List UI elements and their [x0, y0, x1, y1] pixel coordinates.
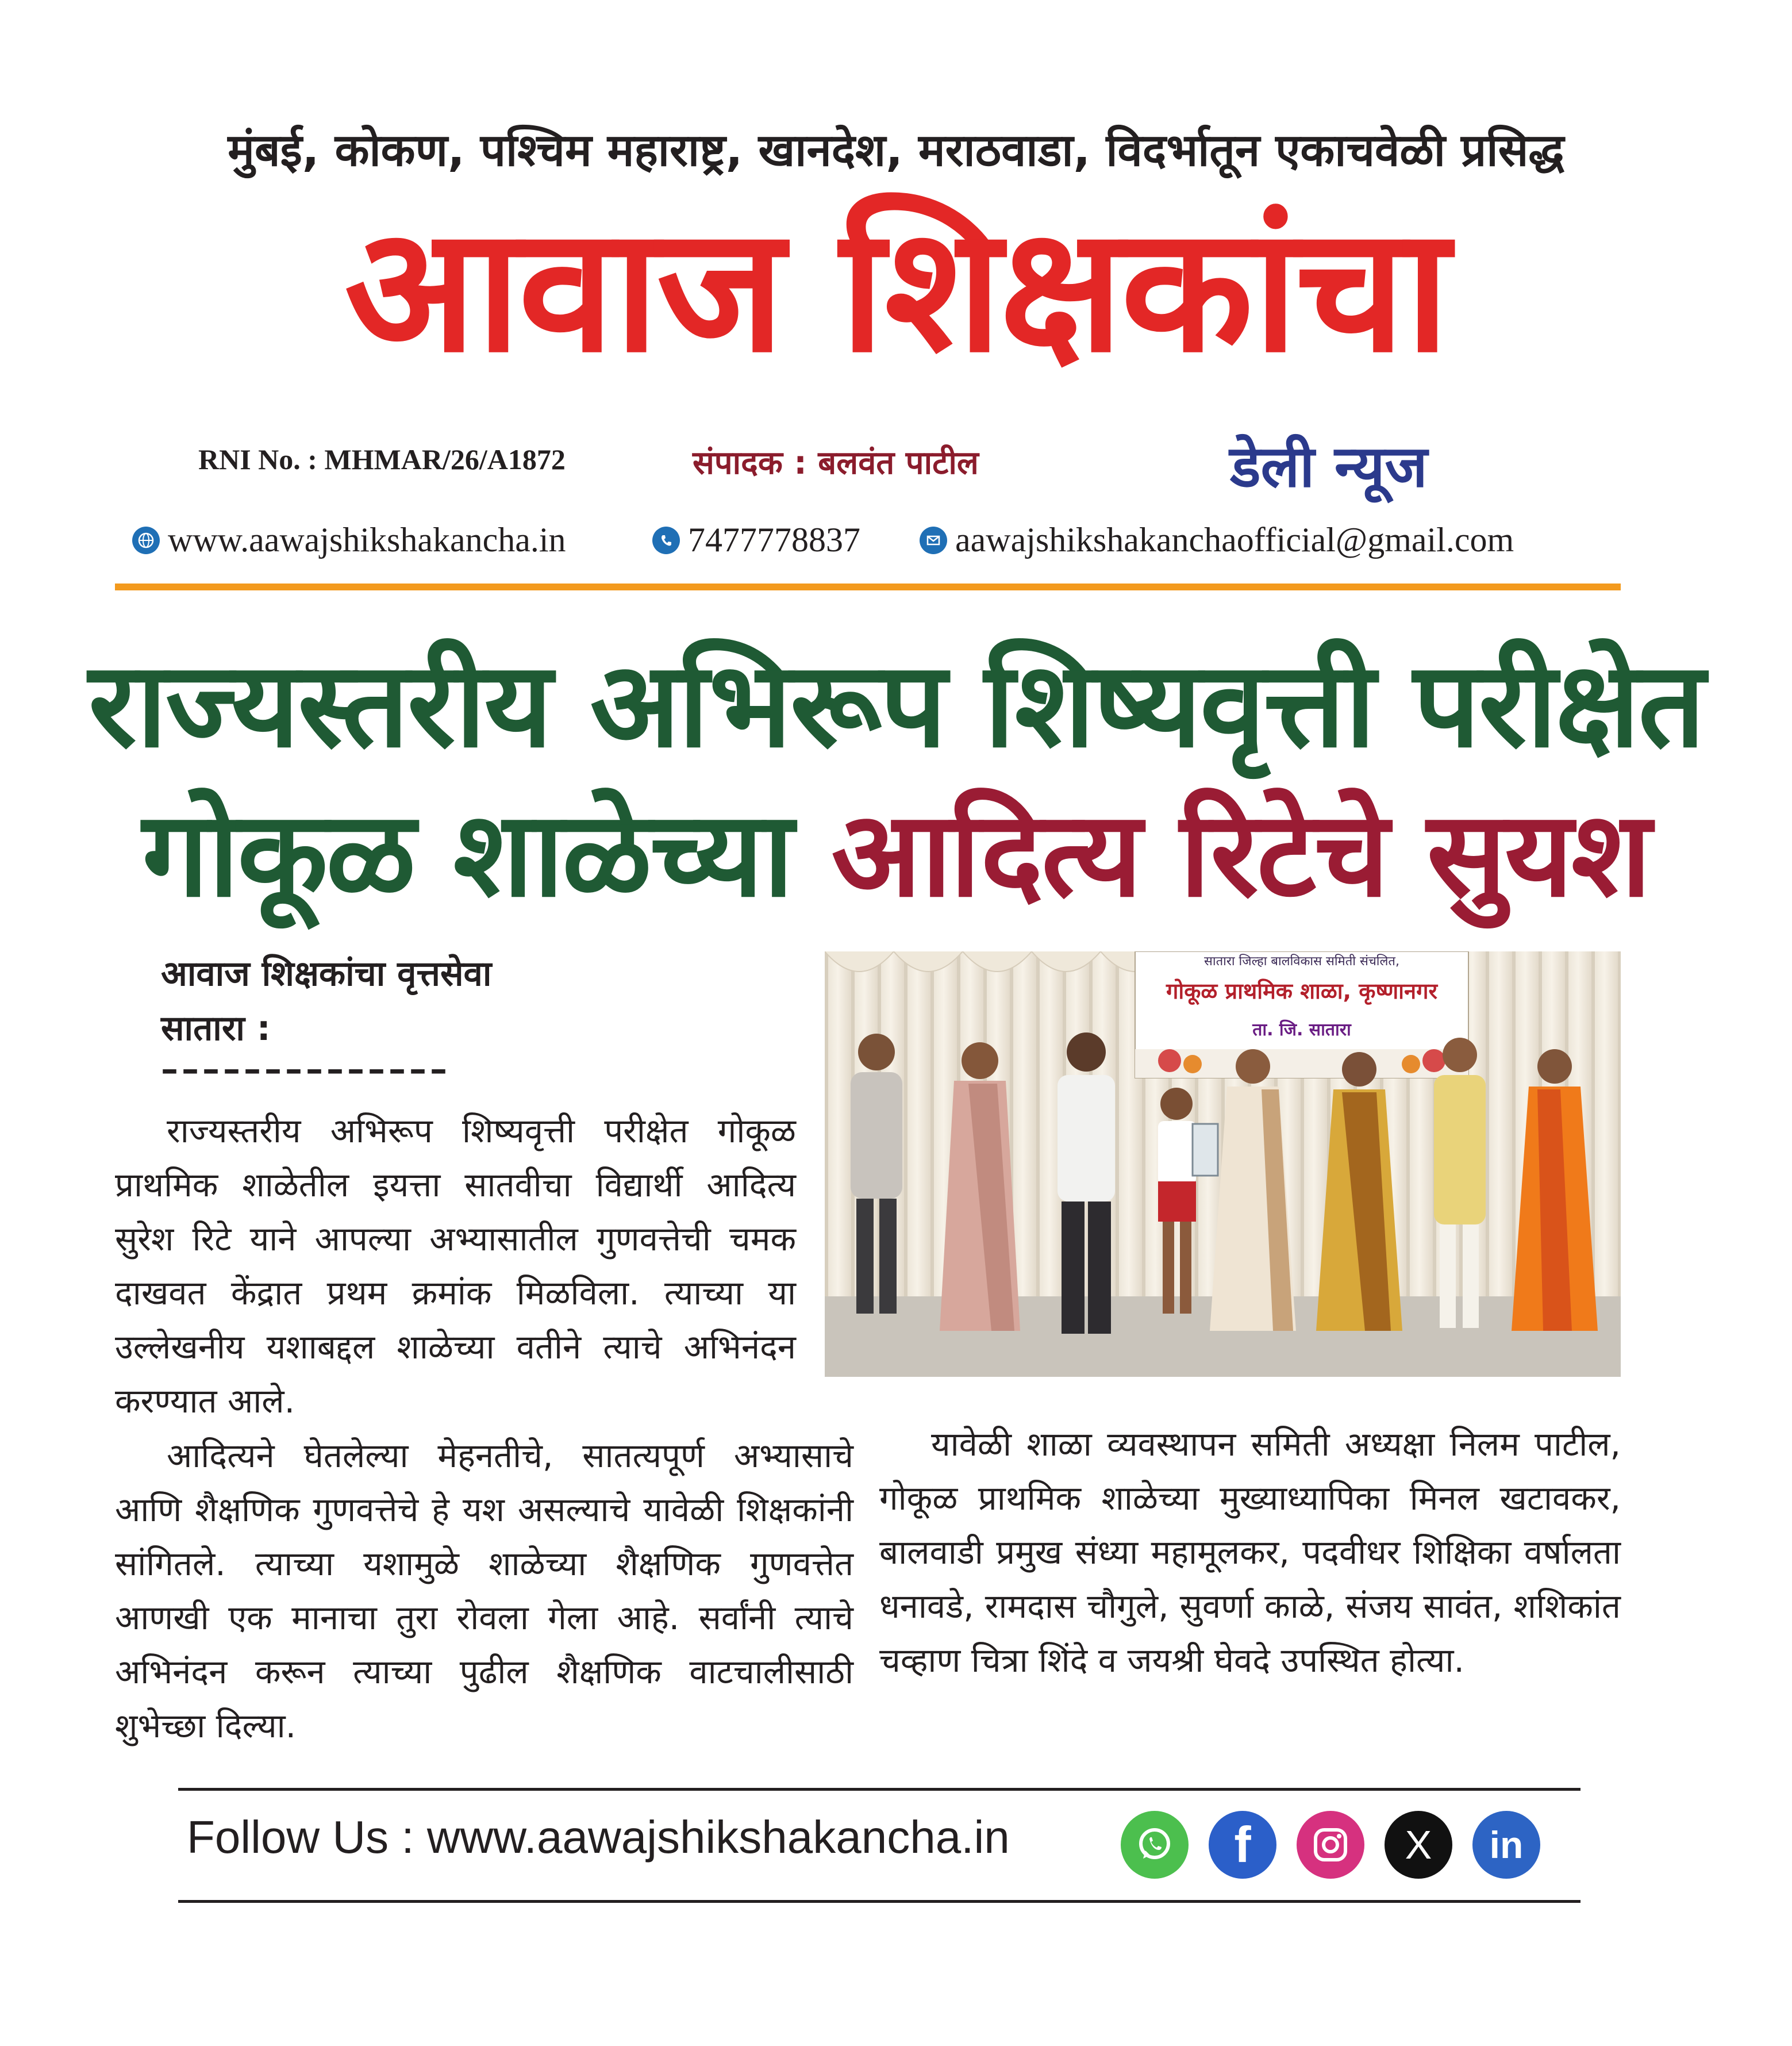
header-divider — [115, 584, 1621, 590]
article-paragraph-2 — [115, 1429, 853, 1753]
paragraph-text: यावेळी शाळा व्यवस्थापन समिती अध्यक्षा निलम पाटील, गोकूळ प्राथमिक शाळेच्या मुख्याध्यापिका मिनल खटावकर, बालवाडी प्रमुख संध्या महामूलकर, पदवीधर शिक्षिका वर्षालता धनावडे, रामदास चौगुले, सुवर्णा काळे, संजय सावंत, शशिकांत चव्हाण चित्रा शिंदे व जयश्री घेवदे उपस्थित होत्या. — [879, 1425, 1621, 1680]
footer-bottom-rule — [178, 1900, 1581, 1903]
banner-main-text: गोकूळ प्राथमिक शाळा, कृष्णानगर — [1166, 978, 1438, 1004]
byline: आवाज शिक्षकांचा वृत्तसेवा — [161, 954, 492, 994]
banner-top-text: सातारा जिल्हा बालविकास समिती संचलित, — [1204, 954, 1399, 969]
x-icon[interactable]: X — [1385, 1811, 1452, 1879]
mail-icon — [920, 527, 947, 554]
footer-top-rule — [178, 1788, 1581, 1791]
daily-news-label: डेली न्यूज — [1230, 433, 1428, 500]
follow-us-link[interactable]: Follow Us : www.aawajshikshakancha.in — [187, 1811, 1010, 1863]
article-paragraph-3 — [879, 1417, 1621, 1687]
whatsapp-glyph — [1133, 1823, 1176, 1867]
headline-line-2 — [0, 788, 1792, 923]
dateline-place: सातारा : — [161, 1008, 271, 1049]
website-link[interactable]: www.aawajshikshakancha.in — [168, 521, 566, 559]
event-photo-illustration — [825, 951, 1621, 1377]
editor-credit: संपादक : बलवंत पाटील — [693, 444, 979, 482]
linkedin-icon[interactable]: in — [1472, 1811, 1540, 1879]
article-paragraph-1 — [115, 1104, 796, 1428]
instagram-icon[interactable] — [1297, 1811, 1364, 1879]
email-address[interactable]: aawajshikshakanchaofficial@gmail.com — [955, 521, 1514, 559]
paragraph-text: आदित्यने घेतलेल्या मेहनतीचे, सातत्यपूर्ण अभ्यासाचे आणि शैक्षणिक गुणवत्तेचे हे यश असल्याचे यावेळी शिक्षकांनी सांगितले. त्याच्या यशामुळे शाळेच्या शैक्षणिक गुणवत्तेत आणखी एक मानाचा तुरा रोवला गेला आहे. सर्वांनी त्याचे अभिनंदन करून त्याच्या पुढील शैक्षणिक वाटचालीसाठी शुभेच्छा दिल्या. — [115, 1436, 853, 1745]
headline-line-1: राज्यस्तरीय अभिरूप शिष्यवृत्ती परीक्षेत — [88, 637, 1704, 774]
email-contact[interactable] — [920, 520, 1514, 560]
globe-icon — [132, 527, 160, 554]
banner-sub-text: ता. जि. सातारा — [1252, 1020, 1351, 1040]
facebook-icon[interactable]: f — [1209, 1811, 1276, 1879]
tagline: मुंबई, कोकण, पश्चिम महाराष्ट्र, खानदेश, मराठवाडा, विदर्भातून एकाचवेळी प्रसिद्ध — [228, 125, 1564, 176]
phone-icon — [652, 527, 680, 554]
website-contact[interactable] — [132, 520, 566, 560]
headline-school: गोकूळ शाळेच्या — [142, 786, 793, 923]
phone-number[interactable]: 7477778837 — [688, 521, 860, 559]
whatsapp-icon[interactable] — [1121, 1811, 1189, 1879]
headline-student: आदित्य रिटेचे सुयश — [831, 786, 1650, 923]
byline-separator: –––––––––––––– — [161, 1049, 451, 1089]
rni-number: RNI No. : MHMAR/26/A1872 — [198, 443, 566, 475]
phone-contact[interactable] — [652, 520, 860, 560]
event-photo — [825, 951, 1621, 1377]
masthead-title: आवाज शिक्षकांचा — [344, 190, 1448, 390]
instagram-glyph — [1310, 1825, 1351, 1865]
paragraph-text: राज्यस्तरीय अभिरूप शिष्यवृत्ती परीक्षेत गोकूळ प्राथमिक शाळेतील इयत्ता सातवीचा विद्यार्थी आदित्य सुरेश रिटे याने आपल्या अभ्यासातील गुणवत्तेची चमक दाखवत केंद्रात प्रथम क्रमांक मिळविला. त्याच्या या उल्लेखनीय यशाबद्दल शाळेच्या वतीने त्याचे अभिनंदन करण्यात आले. — [115, 1111, 796, 1421]
